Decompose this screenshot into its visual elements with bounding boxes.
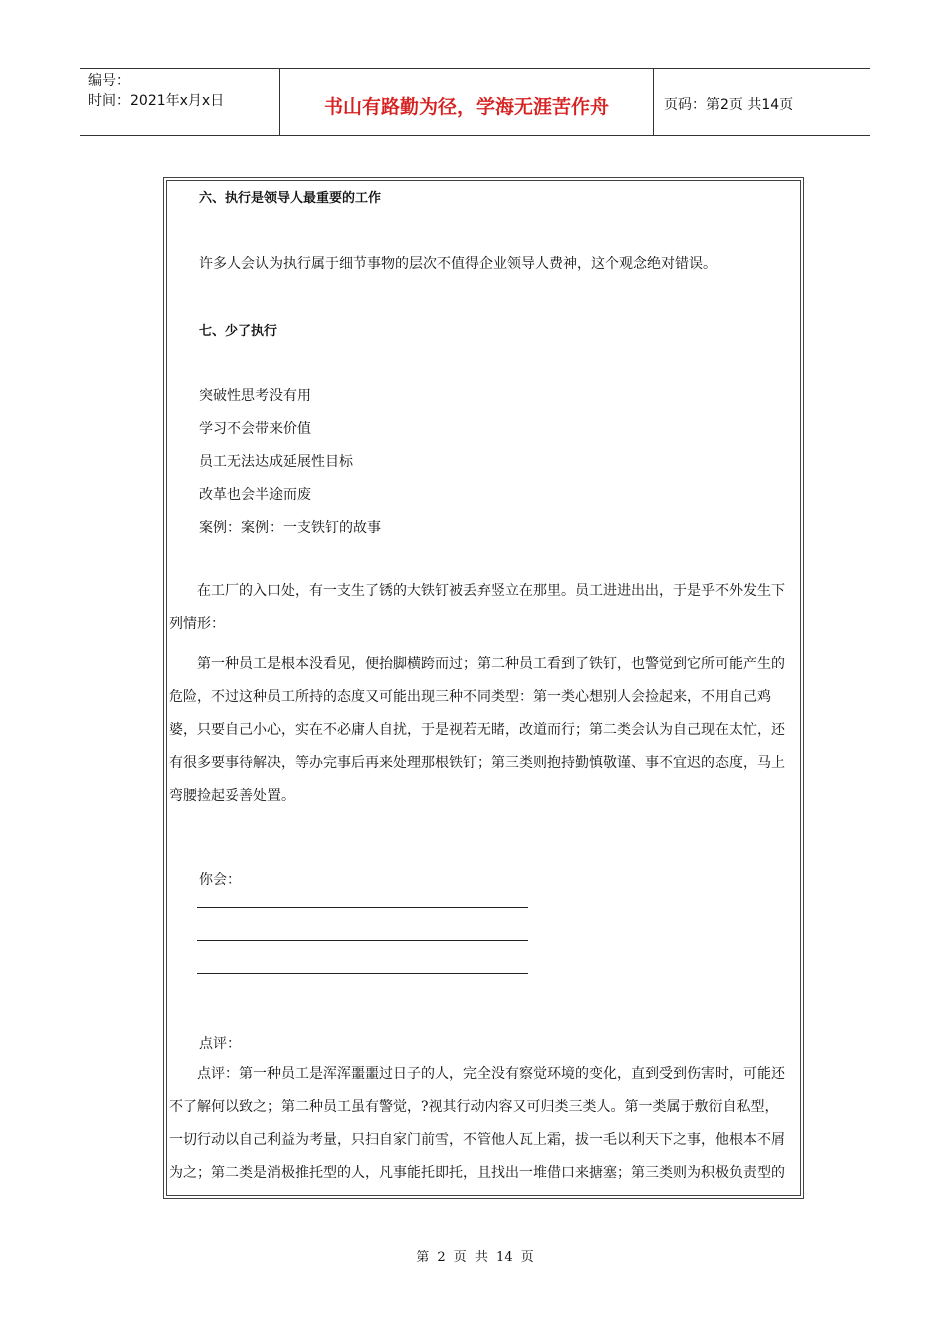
comment-label: 点评： — [199, 1036, 241, 1052]
list-item: 改革也会半途而废 — [199, 487, 311, 503]
page-header — [80, 68, 870, 136]
story-line: 在工厂的入口处，有一支生了锈的大铁钉被丢弃竖立在那里。员工进进出出，于是乎不外发生下 — [169, 583, 785, 599]
paragraph-misconception: 许多人会认为执行属于细节事物的层次不值得企业领导人费神，这个观念绝对错误。 — [199, 256, 717, 272]
header-time: 时间：2021年x月x日 — [88, 93, 225, 109]
story-line: 列情形： — [169, 616, 225, 632]
header-number: 编号： — [88, 73, 130, 89]
header-motto: 书山有路勤为径，学海无涯苦作舟 — [280, 69, 654, 135]
story-line: 第一种员工是根本没看见，便抬脚横跨而过；第二种员工看到了铁钉，也警觉到它所可能产生的 — [169, 656, 785, 672]
page-footer: 第 2 页 共 14 页 — [416, 1250, 534, 1265]
story-paragraph-2 — [167, 648, 800, 813]
list-item: 员工无法达成延展性目标 — [199, 454, 353, 470]
story-line: 婆，只要自己小心，实在不必庸人自扰，于是视若无睹，改道而行；第二类会认为自己现在太忙，还 — [169, 722, 785, 738]
case-title: 案例：案例：一支铁钉的故事 — [199, 520, 381, 536]
story-line: 危险，不过这种员工所持的态度又可能出现三种不同类型：第一类心想别人会捡起来，不用自己鸡 — [169, 689, 771, 705]
header-page-info: 页码：第2页 共14页 — [664, 97, 794, 113]
story-line: 有很多要事待解决，等办完事后再来处理那根铁钉；第三类则抱持勤慎敬谨、事不宜迟的态度，马上 — [169, 755, 785, 771]
comment-line: 不了解何以致之；第二种员工虽有警觉，?视其行动内容又可归类三类人。第一类属于敷衍自私型， — [169, 1099, 779, 1115]
header-meta — [80, 69, 280, 135]
comment-line: 一切行动以自己利益为考量，只扫自家门前雪，不管他人瓦上霜，拔一毛以利天下之事，他根本不屑 — [169, 1132, 785, 1148]
comment-line: 点评：第一种员工是浑浑噩噩过日子的人，完全没有察觉环境的变化，直到受到伤害时，可能还 — [169, 1066, 785, 1082]
heading-7: 七、少了执行 — [199, 324, 278, 339]
story-line: 弯腰捡起妥善处置。 — [169, 788, 295, 804]
answer-line — [197, 940, 528, 941]
you-label: 你会： — [199, 872, 241, 888]
heading-6: 六、执行是领导人最重要的工作 — [199, 191, 382, 206]
content-box — [163, 177, 804, 1199]
list-item: 学习不会带来价值 — [199, 421, 311, 437]
answer-line — [197, 907, 528, 908]
list-item: 突破性思考没有用 — [199, 388, 311, 404]
content-box-inner — [166, 180, 801, 1196]
answer-line — [197, 973, 528, 974]
comment-line: 为之；第二类是消极推托型的人，凡事能托即托，且找出一堆借口来搪塞；第三类则为积极负责型的 — [169, 1165, 785, 1181]
comment-paragraph — [167, 1058, 800, 1190]
story-paragraph — [167, 575, 800, 641]
